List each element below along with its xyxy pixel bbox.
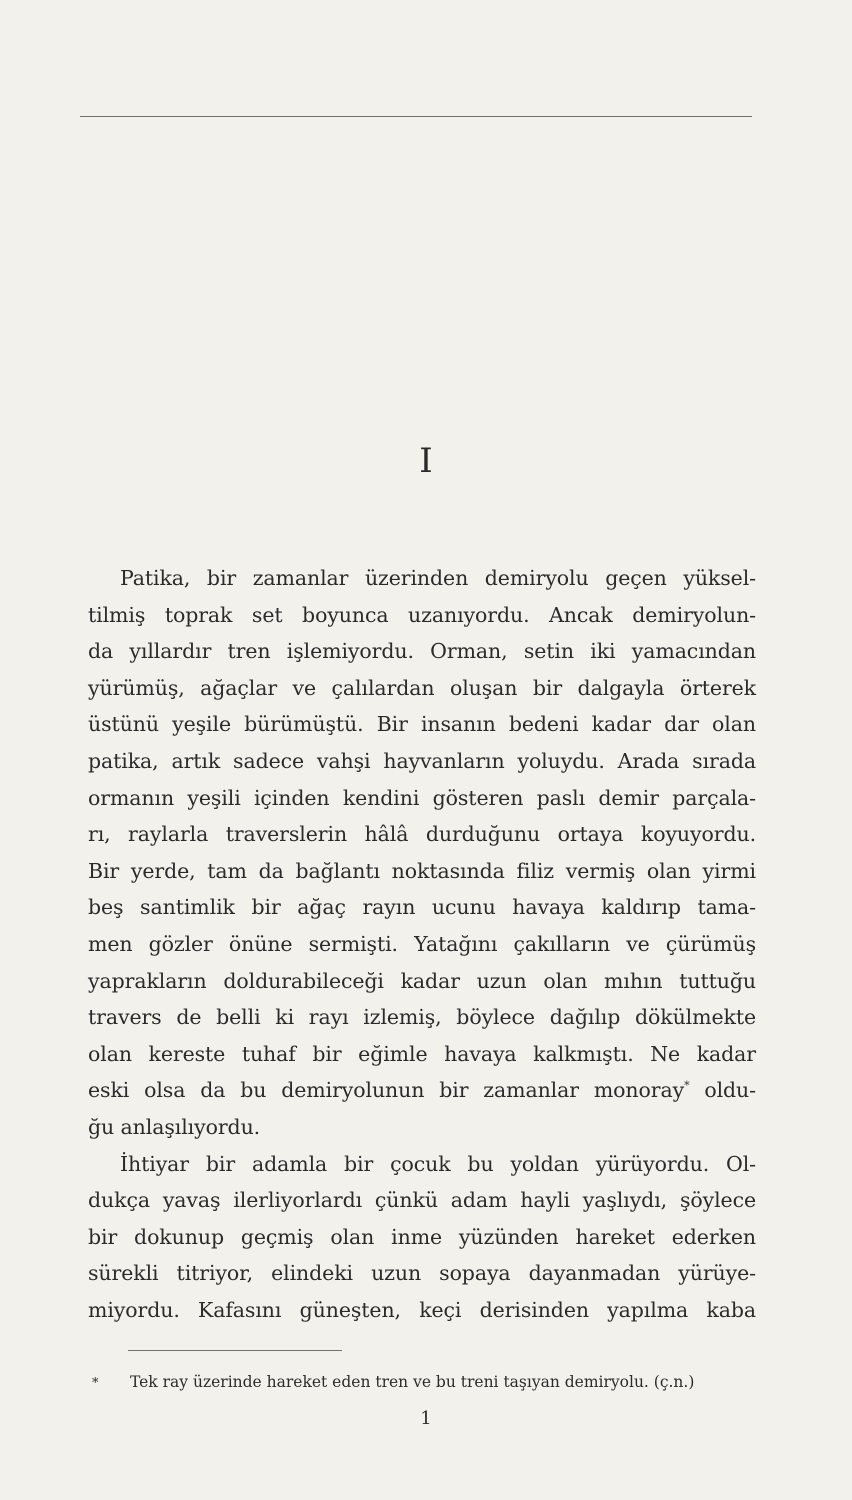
text-line: patika, artık sadece vahşi hayvanların yoluydu. Arada sırada bbox=[88, 748, 756, 773]
text-line: tilmiş toprak set boyunca uzanıyordu. Ancak demiryolun- bbox=[88, 602, 756, 627]
text-line: yürümüş, ağaçlar ve çalılardan oluşan bir dalgayla örterek bbox=[88, 675, 756, 700]
text-segment: oldu- bbox=[689, 1078, 756, 1103]
text-line: Bir yerde, tam da bağlantı noktasında filiz vermiş olan yirmi bbox=[88, 858, 756, 883]
text-line: ğu anlaşılıyordu. bbox=[88, 1114, 261, 1139]
chapter-number: I bbox=[419, 441, 433, 481]
text-line-with-footnote bbox=[88, 1072, 756, 1109]
text-line: sürekli titriyor, elindeki uzun sopaya dayanmadan yürüye- bbox=[88, 1261, 756, 1286]
text-line: travers de belli ki rayı izlemiş, böylece dağılıp dökülmekte bbox=[88, 1005, 756, 1030]
footnote-reference: * bbox=[684, 1079, 690, 1093]
text-segment: eski olsa da bu demiryolunun bir zamanlar monoray bbox=[88, 1078, 685, 1103]
footnote bbox=[92, 1371, 772, 1395]
body-text bbox=[88, 560, 756, 1328]
paragraph-2 bbox=[88, 1146, 756, 1329]
text-line: olan kereste tuhaf bir eğimle havaya kalkmıştı. Ne kadar bbox=[88, 1041, 756, 1066]
text-line: dukça yavaş ilerliyorlardı çünkü adam hayli yaşlıydı, şöylece bbox=[88, 1188, 756, 1213]
header-rule bbox=[80, 116, 752, 117]
text-line: ormanın yeşili içinden kendini gösteren paslı demir parçala- bbox=[88, 785, 756, 810]
page-number: 1 bbox=[420, 1408, 432, 1429]
paragraph-1 bbox=[88, 560, 756, 1146]
text-line: men gözler önüne sermişti. Yatağını çakılların ve çürümüş bbox=[88, 931, 756, 956]
text-line: yaprakların doldurabileceği kadar uzun olan mıhın tuttuğu bbox=[88, 968, 756, 993]
footnote-text: Tek ray üzerinde hareket eden tren ve bu treni taşıyan demiryolu. (ç.n.) bbox=[130, 1373, 695, 1391]
text-line: rı, raylarla traverslerin hâlâ durduğunu ortaya koyuyordu. bbox=[88, 822, 756, 847]
text-line: da yıllardır tren işlemiyordu. Orman, setin iki yamacından bbox=[88, 639, 756, 664]
text-line: Patika, bir zamanlar üzerinden demiryolu geçen yüksel- bbox=[120, 566, 756, 590]
text-line: miyordu. Kafasını güneşten, keçi derisinden yapılma kaba bbox=[88, 1297, 756, 1322]
text-line: üstünü yeşile bürümüştü. Bir insanın bedeni kadar dar olan bbox=[88, 712, 756, 737]
text-line: İhtiyar bir adamla bir çocuk bu yoldan yürüyordu. Ol- bbox=[120, 1151, 756, 1176]
footnote-rule bbox=[128, 1350, 342, 1351]
text-line: bir dokunup geçmiş olan inme yüzünden hareket ederken bbox=[88, 1224, 756, 1249]
footnote-marker: * bbox=[92, 1376, 99, 1391]
text-line: beş santimlik bir ağaç rayın ucunu havaya kaldırıp tama- bbox=[88, 895, 756, 920]
